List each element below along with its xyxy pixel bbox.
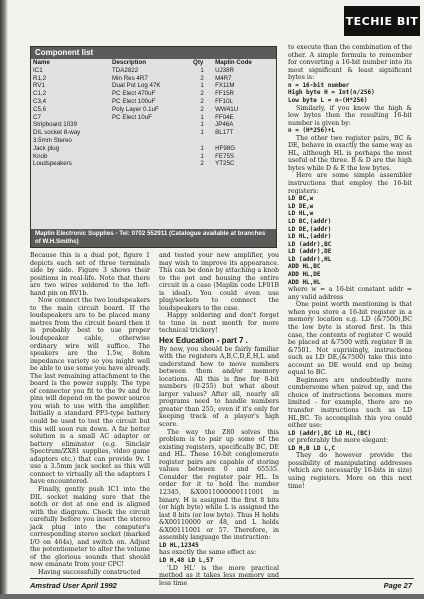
magazine-issue: Amstrad User April 1992 [30, 581, 117, 590]
component-description [110, 129, 191, 137]
col2-paragraph: has exactly the same effect as: [159, 549, 257, 557]
code-snippet: LD (addr),BC LD HL,(BC) [288, 429, 372, 437]
component-row [31, 82, 276, 90]
component-description [110, 121, 191, 129]
code-snippet: LD H,B LD L,C [288, 444, 335, 452]
component-row [31, 160, 276, 168]
col1-paragraph: Finally, gently push IC1 into the DIL socket making sure that the notch or dot at one end is aligned with the diagram. Check the circuit carefully before you insert the stereo jack plug into the computer's corresponding stereo socket (marked I/O on 464s), and switch on. Adjust the potentiometer to alter the volume of the glorious sounds that should now emanate from your CPC! [30, 485, 150, 569]
component-description: PC Elect 100uF [112, 97, 156, 105]
col2-paragraph: Happy soldering and don't forget to tune in next month for more technical trickery! [159, 312, 279, 335]
code-snippet: n = (H*256)+L [288, 127, 335, 135]
component-qty: 1 [200, 144, 204, 152]
component-name: C1,2 [33, 90, 47, 98]
component-description: Min Res 4R7 [112, 74, 148, 82]
col3-paragraph: They do however provide the possibility of manipulating addresses (which are necessarily 16-bits in size) using registers. More on this next time! [288, 452, 412, 490]
column-1 [30, 252, 150, 577]
component-list-title: Component list [31, 47, 276, 59]
component-description [110, 137, 191, 145]
column-3 [288, 44, 412, 490]
component-name: DIL socket 8-way [33, 129, 81, 137]
component-name: Loudspeakers [33, 160, 72, 168]
component-maplin-code: JP46A [215, 121, 234, 129]
col2-paragraph: By now, you should be fairly familiar with the registers A,B,C,D,E,H,L and understand how to move numbers between them and/or memory locations. All this is fine for 8-bit numbers (0-255) but what about larger values? After all, nearly all programs need to handle numbers greater than 255, even if it's only for keeping track of a player's high score. [159, 345, 279, 429]
hex-education-heading: Hex Education - part 7 . [159, 336, 248, 346]
component-qty: 1 [200, 152, 204, 160]
component-maplin-code [213, 137, 276, 145]
component-name: Jack plug [33, 144, 60, 152]
component-maplin-code: FE75S [215, 152, 235, 160]
col1-paragraph: Because this is a dual pot, figure 1 depicts each set of three terminals side by side. Figure 3 shows their positions in real-life. Note that there are two wires soldered to the left-hand pin on RV1b. [30, 252, 150, 297]
page-number: Page 27 [383, 581, 412, 590]
component-maplin-code: BL17T [215, 129, 234, 137]
col-maplin-header: Maplin Code [215, 59, 252, 66]
page-binding-shadow [0, 0, 8, 599]
col2-paragraph: 'LD HL' is the more practical method as it takes less memory and less time [159, 564, 279, 587]
col3-paragraph: Similarly, if you know the high & low bytes then the resulting 16-bit number is given by: [288, 104, 412, 127]
component-maplin-code: HF98G [215, 144, 236, 152]
component-qty: 2 [200, 105, 204, 113]
component-description: Poly Layer 0.1uF [112, 105, 159, 113]
component-qty: 2 [200, 90, 204, 98]
col2-paragraph: and tested your new amplifier, you may wish to improve its appearance. This can be done by attaching a knob to the pot and housing the entire circuit in a case (Maplin code LF01B is ideal). You could even use plug/sockets to connect the loudspeakers to the case. [159, 252, 279, 312]
code-snippet: LD BC,w LD DE,w LD HL,w LD BC,(addr) LD DE,(addr) LD HL,(addr) LD (addr),BC LD (addr),DE LD (addr),HL ADD HL,BC ADD HL,DE ADD HL,HL [288, 195, 332, 286]
component-row [31, 114, 276, 122]
component-description: PC Elect 10uF [112, 113, 152, 121]
component-maplin-code: WW41U [215, 105, 239, 113]
component-qty: 1 [200, 113, 204, 121]
col-name-header: Name [33, 59, 50, 66]
component-row [31, 121, 276, 129]
col1-paragraph: Now connect the two loudspeakers to the main circuit board. If the loudspeakers are to be placed many metres from the circuit board then it is probably best to use proper loudspeaker cable, otherwise ordinary wire will suffice. The speakers are the 1.5w, 8ohm impedance variety so you might well be able to use some you have already. The last remaining attachment to the board is the power supply. The type of connector you fit to the 9v and 0v pins will depend on the power source you wish to use with the amplifier. Initially a standard PP3-type battery could be used to test the circuit but this will soon run down. A far better solution is a small AC adaptor or battery eliminator (e.g. Sinclair Spectrum/ZX81 supplies, video game adaptors etc.) that can provide 9v. I use a 3.5mm jack socket as this will connect to virtually all the adaptors I have encountered. [30, 297, 150, 486]
component-row [31, 75, 276, 83]
component-description: TDA2822 [112, 66, 139, 74]
col3-paragraph: Beginners are undoubtedly more cumbersome when paired up, and the choice of instructions becomes more limited - for example, there are no transfer instructions such as LD HL,BC. To accomplish this you could either use: [288, 376, 412, 430]
code-snippet: LD H,48 LD L,57 [159, 556, 214, 564]
col3-paragraph: The other two register pairs, BC & DE, behave in exactly the same way as HL, although HL is perhaps the most useful of the three. B & D are the high bytes while D & E the low bytes. [288, 134, 412, 172]
component-description: Dual Pot Log 47K [112, 82, 161, 90]
component-row [31, 67, 276, 75]
col1-paragraph: Having successfully constructed [38, 568, 141, 576]
col3-paragraph: Here are some simple assembler instructions that employ the 16-bit registers: [288, 172, 412, 195]
component-table-body [31, 67, 276, 168]
component-description [110, 145, 191, 153]
component-description [110, 160, 191, 168]
component-qty: 2 [200, 97, 204, 105]
code-snippet: LD HL,12345 [159, 541, 199, 549]
component-qty: 1 [200, 66, 204, 74]
component-maplin-code: FF04E [215, 113, 234, 121]
col2-paragraph: The way the Z80 solves this problem is to pair up some of the existing registers, specifically BC, DE and HL. These 16-bit conglomerate register pairs are capable of storing values between 0 and 65535. Consider the register pair HL. In order for it to hold the number 12345, &X0011000000111001 in binary. H is assigned the first 8 bits (or high byte) while L is assigned the last 8 bits (or low byte). Thus H holds &X00110000 or 48, and L holds &X00111001 or 57. Therefore, in assembly language the instruction: [159, 428, 279, 542]
component-list-box [30, 46, 277, 248]
col-qty-header: Qty [193, 59, 204, 66]
component-name: 3.5mm Stereo [33, 136, 72, 144]
component-name: IC1 [33, 66, 43, 74]
component-description: PC Elect 470uF [112, 90, 156, 98]
col3-paragraph: where w = a 16-bit constant addr = any valid address [288, 286, 412, 301]
section-tag: TECHIE BIT [344, 6, 420, 36]
component-row [31, 153, 276, 161]
column-2 [159, 252, 279, 587]
component-description [110, 153, 191, 161]
supplier-note: Maplin Electronic Supplies - Tel: 0702 552911 (Catalogue available at branches of W.H.Smiths) [31, 229, 276, 247]
component-row [31, 98, 276, 106]
col3-paragraph: or preferably the more elegant: [288, 437, 389, 445]
component-row [31, 90, 276, 98]
code-snippet: n = 16-bit number High byte H = Int(n/256) Low byte L = n-(H*256) [288, 81, 375, 104]
component-row [31, 137, 276, 145]
page-footer [30, 578, 414, 591]
component-qty: 2 [200, 74, 204, 82]
component-name: Knob [33, 152, 48, 160]
component-maplin-code: M4R7 [215, 74, 232, 82]
component-qty [191, 137, 213, 145]
component-qty: 2 [200, 160, 204, 168]
component-name: Stripboard 1039 [33, 121, 78, 129]
component-table-header [31, 59, 276, 67]
col3-paragraph: to execute than the combination of the other. A simple formula to remember for converting a 16-bit number into its most significant & least significant bytes is: [288, 44, 412, 82]
component-name: RV1 [33, 82, 45, 90]
component-qty: 1 [200, 121, 204, 129]
component-name: C3,4 [33, 97, 47, 105]
component-name: C5,6 [33, 105, 47, 113]
component-maplin-code: FF15R [215, 90, 235, 98]
component-maplin-code: FX11M [215, 82, 235, 90]
page-bottom-edge [0, 594, 424, 599]
component-maplin-code: YT25C [215, 160, 235, 168]
component-row [31, 106, 276, 114]
col-description-header: Description [112, 59, 147, 66]
component-qty: 1 [200, 82, 204, 90]
component-qty: 1 [200, 129, 204, 137]
component-maplin-code: UJ38R [215, 66, 235, 74]
component-name: C7 [33, 113, 41, 121]
component-row [31, 145, 276, 153]
component-name: R1,2 [33, 74, 47, 82]
component-table [31, 59, 276, 168]
component-maplin-code: FF10L [215, 97, 233, 105]
col3-paragraph: One point worth mentioning is that when you store a 16-bit register in a memory location e.g. LD (&7500),BC the low byte is stored first. In this case, the contents of register C would be placed at &7500 with register B in &7501. Not suprisingly, instructions such as LD DE,(&7500) take this into account so DE would end up being equal to BC. [288, 301, 412, 377]
component-row [31, 129, 276, 137]
